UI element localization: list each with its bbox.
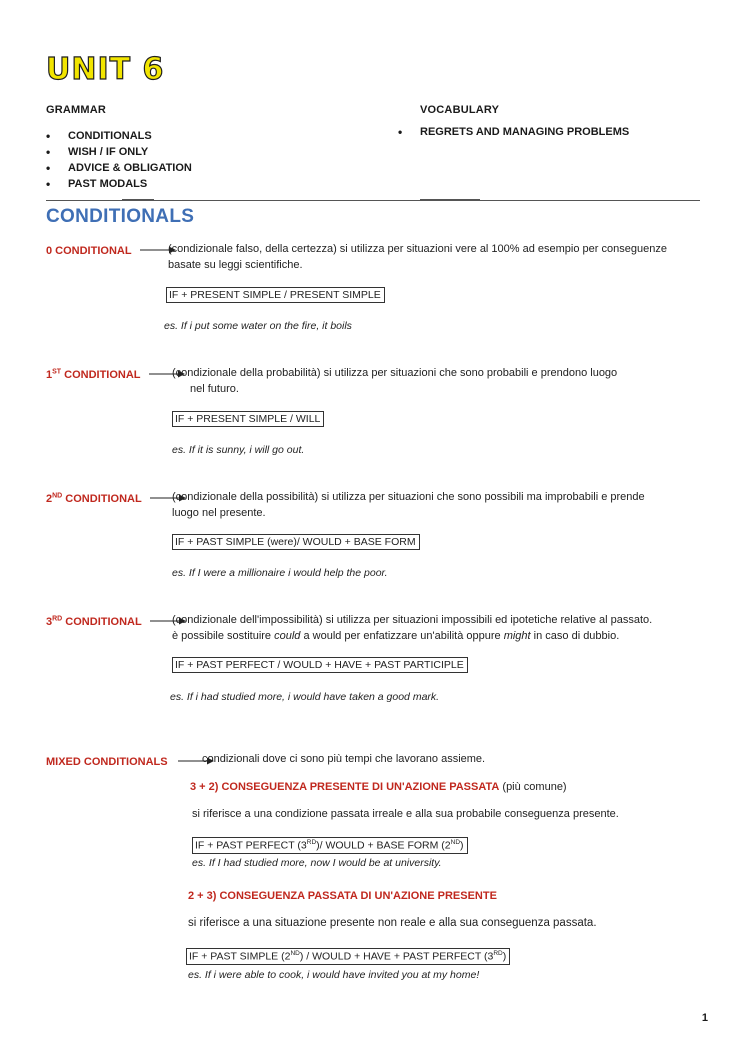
conditional-third-formula: IF + PAST PERFECT / WOULD + HAVE + PAST PARTICIPLE <box>172 657 468 673</box>
grammar-item: • WISH / IF ONLY <box>46 144 192 160</box>
conditional-second-example: es. If I were a millionaire i would help the poor. <box>172 567 388 579</box>
mixed-case-title: 3 + 2) CONSEGUENZA PRESENTE DI UN'AZIONE PASSATA (più comune) <box>190 781 567 793</box>
description-line: (condizionale della probabilità) si utilizza per situazioni che sono probabili e prendono luogo <box>172 367 618 379</box>
conditional-first-example: es. If it is sunny, i will go out. <box>172 444 305 456</box>
mixed-conditionals-label: MIXED CONDITIONALS <box>46 756 168 768</box>
mixed-case-example: es. If I had studied more, now I would be at university. <box>192 857 442 869</box>
conditional-third-description <box>172 612 702 644</box>
mixed-case-title: 2 + 3) CONSEGUENZA PASSATA DI UN'AZIONE PRESENTE <box>188 890 497 902</box>
conditional-zero-formula: IF + PRESENT SIMPLE / PRESENT SIMPLE <box>166 287 385 303</box>
description-line: basate su leggi scientifiche. <box>168 259 303 271</box>
divider-line <box>46 200 700 201</box>
mixed-conditionals-row <box>46 752 214 770</box>
conditional-third-label: 3RD CONDITIONAL <box>46 615 142 628</box>
page-number: 1 <box>701 1012 708 1024</box>
grammar-list <box>46 128 192 192</box>
grammar-item: • ADVICE & OBLIGATION <box>46 160 192 176</box>
vocabulary-heading: VOCABULARY <box>420 104 500 116</box>
description-line: (condizionale dell'impossibilità) si utilizza per situazioni impossibili ed ipotetiche relative al passato. <box>172 614 653 626</box>
conditional-second-formula: IF + PAST SIMPLE (were)/ WOULD + BASE FORM <box>172 534 420 550</box>
conditional-first-row <box>46 365 185 383</box>
conditional-second-label: 2ND CONDITIONAL <box>46 492 142 505</box>
mixed-case-description: si riferisce a una situazione presente non reale e alla sua conseguenza passata. <box>188 917 597 929</box>
mixed-case-formula: IF + PAST PERFECT (3RD)/ WOULD + BASE FORM (2ND) <box>192 837 468 854</box>
conditional-third-example: es. If i had studied more, i would have taken a good mark. <box>170 691 440 703</box>
unit-title: UNIT 6 <box>46 52 165 87</box>
description-line: è possibile sostituire could a would per enfatizzare un'abilità oppure might in caso di dubbio. <box>172 630 620 642</box>
conditional-second-description <box>172 489 692 521</box>
conditional-zero-description <box>168 241 698 273</box>
section-title: CONDITIONALS <box>46 206 195 227</box>
description-line: (condizionale della possibilità) si utilizza per situazioni che sono possibili ma improbabili e prende <box>172 491 645 503</box>
conditional-second-row <box>46 489 186 507</box>
conditional-first-description <box>172 365 692 397</box>
description-line: (condizionale falso, della certezza) si utilizza per situazioni vere al 100% ad esempio per conseguenze <box>168 243 667 255</box>
grammar-heading: GRAMMAR <box>46 104 107 116</box>
conditional-zero-label: 0 CONDITIONAL <box>46 245 132 257</box>
vocabulary-list <box>398 124 629 140</box>
conditional-zero-row <box>46 241 176 259</box>
vocabulary-item: • REGRETS AND MANAGING PROBLEMS <box>398 124 629 140</box>
description-line: luogo nel presente. <box>172 507 266 519</box>
mixed-conditionals-description: condizionali dove ci sono più tempi che lavorano assieme. <box>202 753 486 765</box>
mixed-case-formula: IF + PAST SIMPLE (2ND) / WOULD + HAVE + PAST PERFECT (3RD) <box>186 948 510 965</box>
mixed-case-example: es. If i were able to cook, i would have invited you at my home! <box>188 969 480 981</box>
conditional-first-formula: IF + PRESENT SIMPLE / WILL <box>172 411 324 427</box>
mixed-case-description: si riferisce a una condizione passata irreale e alla sua probabile conseguenza presente. <box>192 808 619 820</box>
conditional-zero-example: es. If i put some water on the fire, it boils <box>164 320 352 332</box>
grammar-item: • CONDITIONALS <box>46 128 192 144</box>
conditional-first-label: 1ST CONDITIONAL <box>46 368 141 381</box>
description-line: nel futuro. <box>190 383 239 395</box>
conditional-third-row <box>46 612 186 630</box>
grammar-item: • PAST MODALS <box>46 176 192 192</box>
